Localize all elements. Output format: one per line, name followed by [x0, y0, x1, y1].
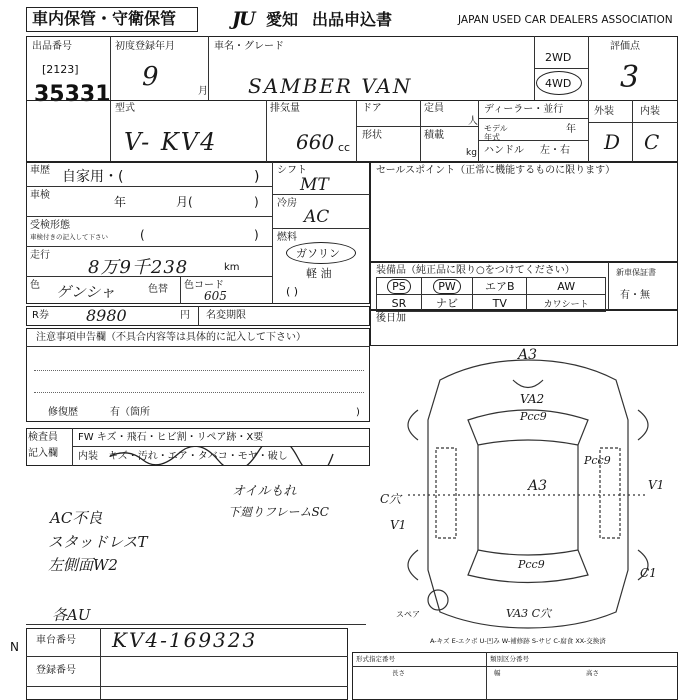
- mileage-value: 8万9千238: [88, 257, 189, 278]
- equip-ps: PS: [377, 278, 422, 295]
- first-reg-label: 初度登録年月: [115, 41, 175, 52]
- entry-label: 記入欄: [28, 448, 58, 459]
- diagram-roof: A3: [528, 478, 548, 494]
- equip-leather-seat: カワシート: [527, 295, 606, 312]
- diagram-front: A3: [518, 347, 538, 363]
- form-label: 形式指定番号: [356, 655, 395, 663]
- fuel-label: 燃料: [277, 232, 297, 243]
- logo-region: 愛知: [266, 10, 299, 29]
- new-car-label: 新車保証書: [616, 268, 656, 277]
- after-frame: [370, 310, 678, 346]
- mileage-label: 走行: [30, 250, 50, 261]
- first-reg-value: 9: [142, 62, 159, 92]
- equipment-table: [376, 277, 606, 312]
- accept-close: ): [254, 228, 259, 242]
- exterior-value: D: [604, 130, 621, 154]
- length-label: 長さ: [392, 669, 405, 677]
- inspection-month: 月(: [176, 195, 193, 209]
- ju-logo: [232, 9, 264, 29]
- drive-4wd-circle: [536, 71, 582, 95]
- color-value: ゲンシャ: [56, 283, 116, 301]
- grade-label: 評価点: [610, 41, 640, 52]
- note-left-side: 左側面W2: [48, 556, 118, 574]
- disp-unit: cc: [338, 141, 351, 154]
- recycle-unit: 円: [180, 310, 190, 321]
- note-studless: スタッドレスT: [48, 533, 148, 551]
- recycle-label: R券: [32, 310, 49, 321]
- left-rear-wheel: [408, 550, 418, 580]
- repair-close: ): [356, 407, 360, 418]
- diagram-hood-note: Pcc9: [520, 410, 547, 423]
- accept-label: 受検形態: [30, 220, 70, 231]
- caution-label: 注意事項申告欄（不具合内容等は具体的に記入して下さい）: [36, 332, 306, 343]
- inspection-year: 年: [114, 195, 127, 209]
- repair-value: 有（箇所: [110, 407, 150, 418]
- equip-tv: TV: [473, 295, 527, 312]
- history-value: 自家用・(: [62, 169, 124, 185]
- interior-value: C: [644, 130, 660, 154]
- repair-label: 修復歴: [48, 407, 78, 418]
- shift-value: MT: [300, 175, 329, 195]
- diagram-rear-note: Pcc9: [518, 558, 545, 571]
- disp-value: 660: [296, 130, 335, 154]
- door-label: ドア: [362, 103, 382, 114]
- note-ac-fault: AC不良: [50, 509, 103, 527]
- equip-sr: SR: [377, 295, 422, 312]
- drive-2wd: 2WD: [545, 51, 572, 64]
- color-label: 色: [30, 280, 40, 291]
- capacity-unit: 人: [468, 116, 478, 127]
- fuel-gas: ガソリン: [296, 247, 340, 260]
- n-mark: N: [10, 640, 19, 654]
- diagram-right-note: Pcc9: [584, 454, 611, 467]
- left-front-wheel: [408, 410, 418, 440]
- after-label: 後日加: [376, 313, 406, 324]
- recycle-value: 8980: [86, 306, 127, 325]
- damage-legend: A-キズ E-エクボ U-凹み W-補修跡 S-サビ C-腐食 XX-交換済: [430, 637, 606, 645]
- width-label: 幅: [494, 669, 501, 677]
- accept-sub: 車検付きの記入して下さい: [30, 233, 108, 241]
- load-unit: kg: [466, 148, 477, 158]
- diagram-right-v1: V1: [648, 478, 665, 492]
- handle-options: 左・右: [540, 145, 570, 156]
- interior-line: キズ・汚れ・エア・タバコ・モヤ・破し: [108, 451, 288, 462]
- equip-navi: ナビ: [421, 295, 472, 312]
- history-label: 車歴: [30, 165, 50, 176]
- color-code-value: 605: [204, 289, 227, 303]
- diagram-bottom: VA3 C穴: [506, 607, 552, 620]
- shift-label: シフト: [277, 165, 307, 176]
- lot-sub: [2123]: [42, 63, 79, 76]
- chassis-label: 車台番号: [36, 635, 76, 646]
- year-unit: 年: [566, 124, 576, 135]
- lot-label: 出品番号: [32, 41, 72, 52]
- equip-aw: AW: [527, 278, 606, 295]
- ac-value: AC: [304, 207, 330, 227]
- interior-label: 内装: [640, 106, 660, 117]
- association-name: JAPAN USED CAR DEALERS ASSOCIATION: [458, 14, 673, 26]
- handle-label: ハンドル: [484, 145, 524, 156]
- capacity-label: 定員: [424, 103, 444, 114]
- diagram-rear-c1: C1: [640, 566, 657, 580]
- model-label: 車名・グレード: [214, 41, 284, 52]
- dealer-label: ディーラー・並行: [484, 104, 564, 115]
- new-car-options: 有・無: [620, 290, 650, 301]
- selling-points-frame: [370, 162, 678, 262]
- diagram-left-c: C穴: [380, 492, 402, 506]
- exterior-label: 外装: [594, 106, 614, 117]
- fuel-other: ( ): [286, 285, 299, 298]
- equip-pw: PW: [421, 278, 472, 295]
- diagram-left-v1: V1: [390, 518, 407, 532]
- category-label: 類別区分番号: [490, 655, 529, 663]
- form-title: 出品申込書: [312, 10, 393, 29]
- drive-4wd: 4WD: [545, 77, 572, 90]
- model-year-label: モデル 年式: [484, 124, 508, 142]
- storage-label: 車内保管・守衛保管: [32, 9, 177, 28]
- note-frame: 下廻りフレームSC: [228, 505, 329, 519]
- inspection-label: 車検: [30, 190, 50, 201]
- mileage-unit: km: [224, 262, 240, 273]
- type-value: V- KV4: [124, 128, 218, 156]
- ac-label: 冷房: [277, 198, 297, 209]
- name-change-label: 名変期限: [206, 310, 246, 321]
- history-close: ): [254, 169, 260, 185]
- height-label: 高さ: [586, 669, 599, 677]
- inspection-close: ): [254, 195, 259, 209]
- inspector-label: 検査員: [28, 432, 58, 443]
- chassis-value: KV4-169323: [112, 628, 258, 652]
- diagram-hood: VA2: [520, 392, 545, 406]
- color-changed-label: 色替: [148, 284, 168, 295]
- equipment-label: 装備品（純正品に限り○をつけてください）: [376, 265, 575, 276]
- interior-scribble: [108, 446, 338, 466]
- selling-points-label: セールスポイント（正常に機能するものに限ります）: [376, 165, 616, 176]
- interior-line-label: 内装: [78, 451, 98, 462]
- note-oil-leak: オイルもれ: [232, 484, 297, 499]
- disp-label: 排気量: [270, 103, 300, 114]
- reg-label: 登録番号: [36, 665, 76, 676]
- color-code-label: 色コード: [184, 280, 224, 291]
- grade-value: 3: [620, 60, 640, 95]
- note-all-au: 各AU: [52, 606, 91, 624]
- model-value: SAMBER VAN: [248, 74, 413, 98]
- shape-label: 形状: [362, 130, 382, 141]
- fw-line: FW キズ・飛石・ヒビ割・リペア跡・X要: [78, 432, 264, 443]
- right-front-wheel: [638, 410, 648, 440]
- ju-logo-text: JU: [232, 8, 254, 30]
- fuel-gas-circle: [286, 242, 356, 264]
- spare-label: スペア: [396, 610, 420, 619]
- fuel-diesel: 軽 油: [306, 267, 332, 280]
- accept-open: (: [140, 228, 145, 242]
- type-label: 型式: [115, 103, 135, 114]
- equip-airbag: エアB: [473, 278, 527, 295]
- load-label: 積載: [424, 130, 444, 141]
- month-label: 月: [198, 86, 208, 97]
- lot-number: 35331: [34, 82, 111, 107]
